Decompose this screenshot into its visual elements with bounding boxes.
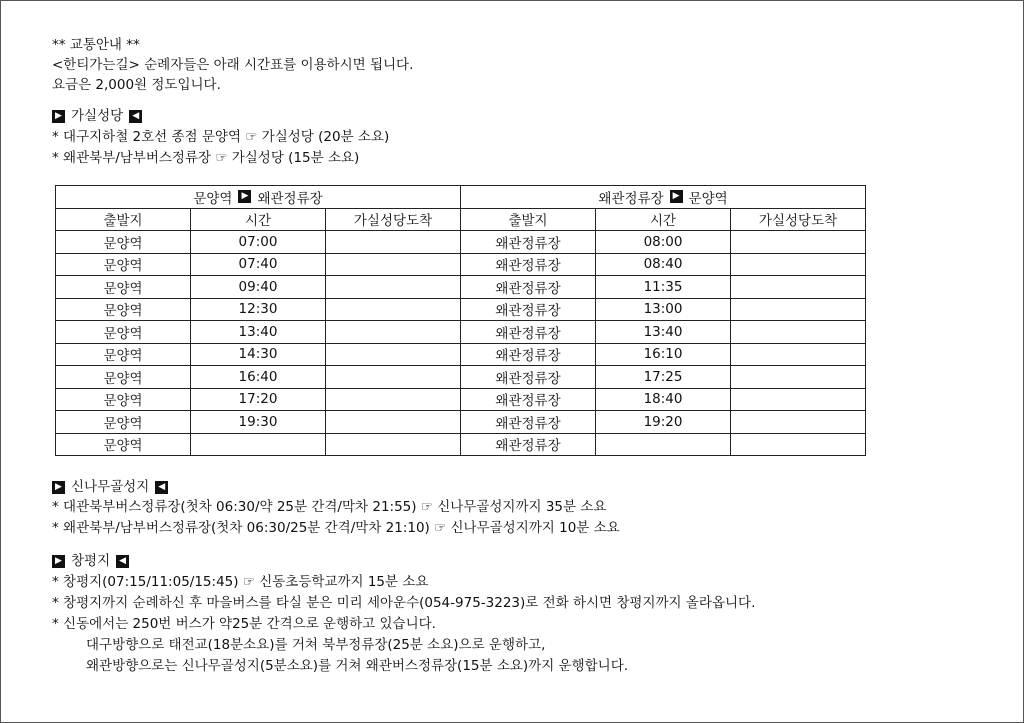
timetable-header-row — [56, 208, 866, 231]
table-cell — [326, 388, 461, 411]
table-cell: 문양역 — [56, 231, 191, 254]
arrow-right-box-icon: ▶ — [52, 481, 65, 494]
table-cell: 문양역 — [56, 321, 191, 344]
table-cell — [731, 253, 866, 276]
column-header: 시간 — [596, 208, 731, 231]
changpyeong-heading — [52, 552, 129, 571]
table-cell — [326, 411, 461, 434]
left-title-to: 왜관정류장 — [257, 190, 323, 207]
table-cell: 08:40 — [596, 253, 731, 276]
sinamu-route-1: * 대관북부버스정류장(첫차 06:30/약 25분 간격/막차 21:55) ☞ 신나무골성지까지 35분 소요 — [52, 499, 607, 515]
arrow-right-box-icon: ▶ — [52, 555, 65, 568]
table-cell: 왜관정류장 — [461, 388, 596, 411]
table-cell: 왜관정류장 — [461, 276, 596, 299]
column-header: 가실성당도착 — [326, 208, 461, 231]
gasil-heading — [52, 107, 142, 126]
table-row — [56, 388, 866, 411]
table-cell: 왜관정류장 — [461, 298, 596, 321]
table-row — [56, 298, 866, 321]
intro-line-2: 요금은 2,000원 정도입니다. — [52, 77, 221, 93]
changpyeong-line-3: * 신동에서는 250번 버스가 약25분 간격으로 운행하고 있습니다. — [52, 616, 436, 632]
table-cell — [326, 433, 461, 456]
table-cell: 문양역 — [56, 388, 191, 411]
table-cell: 16:10 — [596, 343, 731, 366]
table-cell: 왜관정류장 — [461, 411, 596, 434]
table-cell — [731, 366, 866, 389]
timetable-right-title — [461, 186, 866, 209]
table-cell — [326, 366, 461, 389]
table-cell: 12:30 — [191, 298, 326, 321]
table-row — [56, 366, 866, 389]
table-cell: 13:00 — [596, 298, 731, 321]
right-title-to: 문양역 — [688, 190, 728, 207]
gasil-heading-label: 가실성당 — [71, 108, 124, 124]
table-cell — [731, 231, 866, 254]
changpyeong-sub-line-1: 대구방향으로 태전교(18분소요)를 거쳐 북부정류장(25분 소요)으로 운행하고, — [86, 637, 546, 653]
table-cell: 왜관정류장 — [461, 366, 596, 389]
table-cell: 19:20 — [596, 411, 731, 434]
gasil-route-1: * 대구지하철 2호선 종점 문양역 ☞ 가실성당 (20분 소요) — [52, 129, 390, 145]
table-cell: 왜관정류장 — [461, 231, 596, 254]
column-header: 출발지 — [461, 208, 596, 231]
table-cell: 문양역 — [56, 411, 191, 434]
right-title-from: 왜관정류장 — [598, 190, 664, 207]
table-cell — [326, 321, 461, 344]
arrow-left-box-icon: ◀ — [129, 110, 142, 123]
table-cell — [326, 276, 461, 299]
table-cell: 07:00 — [191, 231, 326, 254]
table-cell: 문양역 — [56, 276, 191, 299]
arrow-left-box-icon: ◀ — [116, 555, 129, 568]
table-cell — [596, 433, 731, 456]
arrow-right-box-icon: ▶ — [670, 190, 683, 203]
table-cell: 07:40 — [191, 253, 326, 276]
table-cell — [326, 231, 461, 254]
table-cell: 문양역 — [56, 253, 191, 276]
table-cell: 문양역 — [56, 298, 191, 321]
column-header: 시간 — [191, 208, 326, 231]
column-header: 출발지 — [56, 208, 191, 231]
arrow-left-box-icon: ◀ — [155, 481, 168, 494]
left-title-from: 문양역 — [193, 190, 233, 207]
table-cell: 19:30 — [191, 411, 326, 434]
changpyeong-line-1: * 창평지(07:15/11:05/15:45) ☞ 신동초등학교까지 15분 소요 — [52, 574, 429, 590]
table-cell: 13:40 — [596, 321, 731, 344]
table-row — [56, 411, 866, 434]
table-cell — [731, 276, 866, 299]
table-row — [56, 276, 866, 299]
table-cell — [191, 433, 326, 456]
notice-title: ** 교통안내 ** — [52, 37, 140, 53]
changpyeong-sub-line-2: 왜관방향으로는 신나무골성지(5분소요)를 거쳐 왜관버스정류장(15분 소요)까지 운행합니다. — [86, 658, 629, 674]
arrow-right-box-icon: ▶ — [52, 110, 65, 123]
sinamu-route-2: * 왜관북부/남부버스정류장(첫차 06:30/25분 간격/막차 21:10) ☞ 신나무골성지까지 10분 소요 — [52, 520, 620, 536]
table-cell: 왜관정류장 — [461, 321, 596, 344]
table-row — [56, 231, 866, 254]
table-cell — [326, 343, 461, 366]
table-cell: 왜관정류장 — [461, 433, 596, 456]
table-row — [56, 343, 866, 366]
table-cell — [326, 253, 461, 276]
table-cell: 17:25 — [596, 366, 731, 389]
table-row — [56, 433, 866, 456]
table-cell: 왜관정류장 — [461, 253, 596, 276]
table-cell — [731, 388, 866, 411]
table-cell — [731, 321, 866, 344]
table-row — [56, 321, 866, 344]
table-cell: 16:40 — [191, 366, 326, 389]
intro-line-1: <한티가는길> 순례자들은 아래 시간표를 이용하시면 됩니다. — [52, 57, 414, 73]
timetable-body — [56, 231, 866, 456]
table-cell — [731, 411, 866, 434]
table-cell: 왜관정류장 — [461, 343, 596, 366]
bus-timetable — [55, 185, 866, 456]
gasil-route-2: * 왜관북부/남부버스정류장 ☞ 가실성당 (15분 소요) — [52, 150, 360, 166]
timetable-left-title — [56, 186, 461, 209]
table-cell: 문양역 — [56, 433, 191, 456]
changpyeong-line-2: * 창평지까지 순례하신 후 마을버스를 타실 분은 미리 세아운수(054-975-3223)로 전화 하시면 창평지까지 올라옵니다. — [52, 595, 756, 611]
table-cell: 09:40 — [191, 276, 326, 299]
table-cell — [326, 298, 461, 321]
arrow-right-box-icon: ▶ — [238, 190, 251, 203]
table-cell: 17:20 — [191, 388, 326, 411]
table-cell: 18:40 — [596, 388, 731, 411]
table-cell: 14:30 — [191, 343, 326, 366]
changpyeong-heading-label: 창평지 — [71, 553, 111, 569]
table-cell: 13:40 — [191, 321, 326, 344]
timetable-title-row — [56, 186, 866, 209]
sinamu-heading — [52, 478, 168, 497]
table-cell: 문양역 — [56, 343, 191, 366]
sinamu-heading-label: 신나무골성지 — [71, 479, 150, 495]
table-cell — [731, 298, 866, 321]
table-row — [56, 253, 866, 276]
table-cell — [731, 433, 866, 456]
table-cell: 문양역 — [56, 366, 191, 389]
table-cell: 11:35 — [596, 276, 731, 299]
column-header: 가실성당도착 — [731, 208, 866, 231]
table-cell — [731, 343, 866, 366]
table-cell: 08:00 — [596, 231, 731, 254]
